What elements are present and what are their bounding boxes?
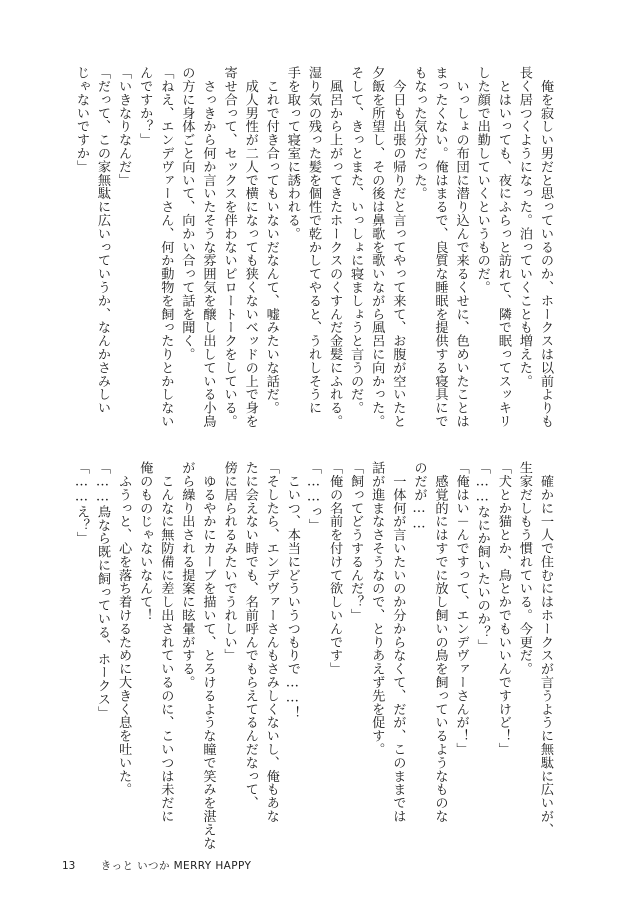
text-line: とはいっても、夜にふらっと訪れて、隣で眠ってスッキリ bbox=[495, 66, 511, 428]
text-line: そして、きっとまた、いっしょに寝ましょうと言うのだ。 bbox=[348, 66, 364, 415]
text-line: がら繰り出される提案に眩暈がする。 bbox=[179, 461, 195, 689]
text-line: 「俺の名前を付けて欲しいんです」 bbox=[327, 461, 343, 676]
text-line: さっきから何か言いたそうな雰囲気を醸し出している小鳥 bbox=[200, 66, 216, 428]
text-line: 「……鳥なら既に飼っている、ホークス」 bbox=[95, 461, 111, 720]
text-line: こんなに無防備に差し出されているのに、こいつは未だに bbox=[158, 461, 174, 823]
text-line: 成人男性が二人で横になっても狭くないベッドの上で身を bbox=[242, 66, 258, 428]
text-line: 手を取って寝室に誘われる。 bbox=[284, 66, 300, 241]
text-line: んですか？」 bbox=[137, 66, 153, 147]
text-line: これで付き合ってもいないだなんて、嘘みたいな話だ。 bbox=[263, 66, 279, 415]
text-line: 「そしたら、エンデヴァーさんもさみしくないし、俺もあな bbox=[263, 461, 279, 823]
upper-text-block bbox=[71, 66, 556, 428]
text-line: 今日も出張の帰りだと言ってやって来て、お腹が空いたと bbox=[390, 66, 406, 428]
running-title: きっと いつか MERRY HAPPY bbox=[100, 860, 252, 872]
text-line: 「俺はい－んですって、エンデヴァーさんが！」 bbox=[453, 461, 469, 756]
text-line: 湿り気の残った髪を個性で乾かしてやると、うれしそうに bbox=[305, 66, 321, 415]
text-line: した顔で出勤していくというものだ。 bbox=[474, 66, 490, 294]
text-line: の方に身体ごと向いて、向かい合って話を聞く。 bbox=[179, 66, 195, 361]
text-line: 「ねえ、エンデヴァーさん、何か動物を飼ったりとかしない bbox=[158, 66, 174, 428]
text-line: ゆるやかにカーブを描いて、とろけるような瞳で笑みを湛えな bbox=[200, 461, 216, 850]
text-line: 傍に居られるみたいでうれしい」 bbox=[221, 461, 237, 662]
text-line: 確かに一人で住むにはホークスが言うように無駄に広いが、 bbox=[538, 461, 553, 837]
page-footer bbox=[62, 858, 251, 873]
text-line: まったくない。俺はまるで、良質な睡眠を提供する寝具にで bbox=[432, 66, 448, 428]
text-line: 「……なにか飼いたいのか？」 bbox=[474, 461, 490, 653]
text-line: 感覚的にはすでに放し飼いの鳥を飼っているようなものな bbox=[432, 461, 448, 823]
text-line: いっしょの布団に潜り込んで来るくせに、色めいたことは bbox=[453, 66, 469, 428]
text-line: 「犬とか猫とか、鳥とかでもいいんですけど！」 bbox=[495, 461, 511, 756]
text-line: 一体何が言いたいのか分からなくて、だが、このままでは bbox=[390, 461, 406, 823]
text-line: こいつ、本当にどういうつもりで……！ bbox=[284, 461, 300, 720]
text-line: じゃないですか」 bbox=[73, 66, 89, 174]
text-line: 「飼ってどうするんだ？」 bbox=[348, 461, 364, 622]
text-line: たに会えない時でも、名前呼んでもらえてるんだなって、 bbox=[242, 461, 258, 810]
text-line: 「……っ」 bbox=[305, 461, 321, 532]
page-number: 13 bbox=[62, 860, 76, 872]
text-line: もなった気分だった。 bbox=[411, 66, 427, 200]
text-line: 寄せ合って、セックスを伴わないピロートークをしている。 bbox=[221, 66, 237, 428]
text-line: 生家だしもう慣れている。今更だ。 bbox=[516, 461, 532, 676]
text-line: 風呂から上がってきたホークスのくすんだ金髪にふれる。 bbox=[327, 66, 343, 428]
text-line: 夕飯を所望し、その後は鼻歌を歌いながら風呂に向かった。 bbox=[369, 66, 385, 428]
text-line: 「だって、この家無駄に広いっていうか、なんかさみしい bbox=[95, 66, 111, 415]
text-line: 長く居つくようになった。泊っていくことも増えた。 bbox=[516, 66, 532, 388]
lower-text-block bbox=[71, 461, 556, 850]
text-line: 話が進まなさそうなので、とりあえず先を促す。 bbox=[369, 461, 385, 756]
text-line: 「……え？」 bbox=[73, 461, 89, 545]
text-line: ふうっと、心を落ち着けるために大きく息を吐いた。 bbox=[116, 461, 132, 796]
text-line: 俺のものじゃないなんて！ bbox=[137, 461, 153, 622]
text-line: 俺を寂しい男だと思っているのか、ホークスは以前よりも bbox=[538, 66, 553, 428]
text-line: 「いきなりなんだ」 bbox=[116, 66, 132, 187]
text-line: のだが…… bbox=[411, 461, 427, 532]
